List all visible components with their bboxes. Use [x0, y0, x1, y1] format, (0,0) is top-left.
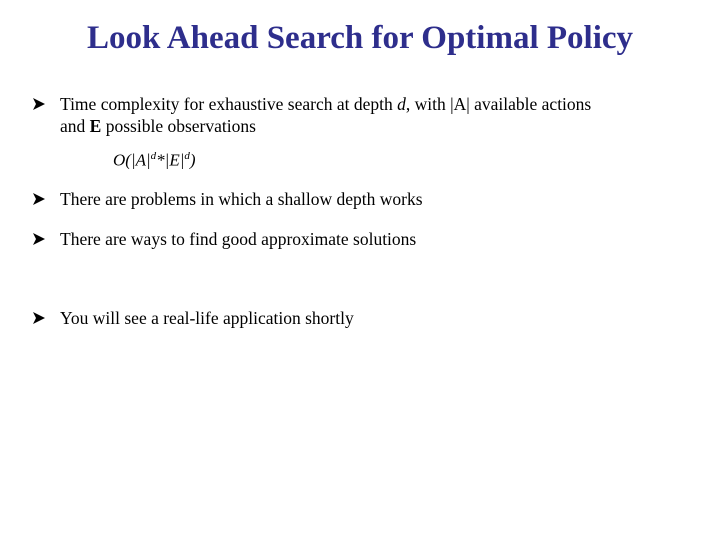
bullet-shallow-depth [32, 188, 692, 210]
observations-variable: E [89, 116, 102, 136]
bullet-text: There are problems in which a shallow depth works [60, 189, 423, 209]
depth-variable: d [397, 94, 406, 114]
bullet-text: You will see a real-life application shortly [60, 308, 354, 328]
arrow-bullet-icon [32, 97, 46, 111]
bullet-text: There are ways to find good approximate solutions [60, 229, 417, 249]
bullet-approximate-solutions [32, 228, 692, 250]
bullet-real-life-application [32, 307, 692, 329]
arrow-bullet-icon [32, 311, 46, 325]
arrow-bullet-icon [32, 192, 46, 206]
bullet-time-complexity [32, 93, 692, 137]
arrow-bullet-icon [32, 232, 46, 246]
slide-title: Look Ahead Search for Optimal Policy [86, 20, 634, 56]
bullet-text-line1: Time complexity for exhaustive search at depth d, with |A| available actions [60, 94, 592, 114]
bullet-text-line2: and E possible observations [60, 116, 256, 136]
complexity-formula: $O(|A|^d*|E|^d)$ [113, 150, 196, 170]
